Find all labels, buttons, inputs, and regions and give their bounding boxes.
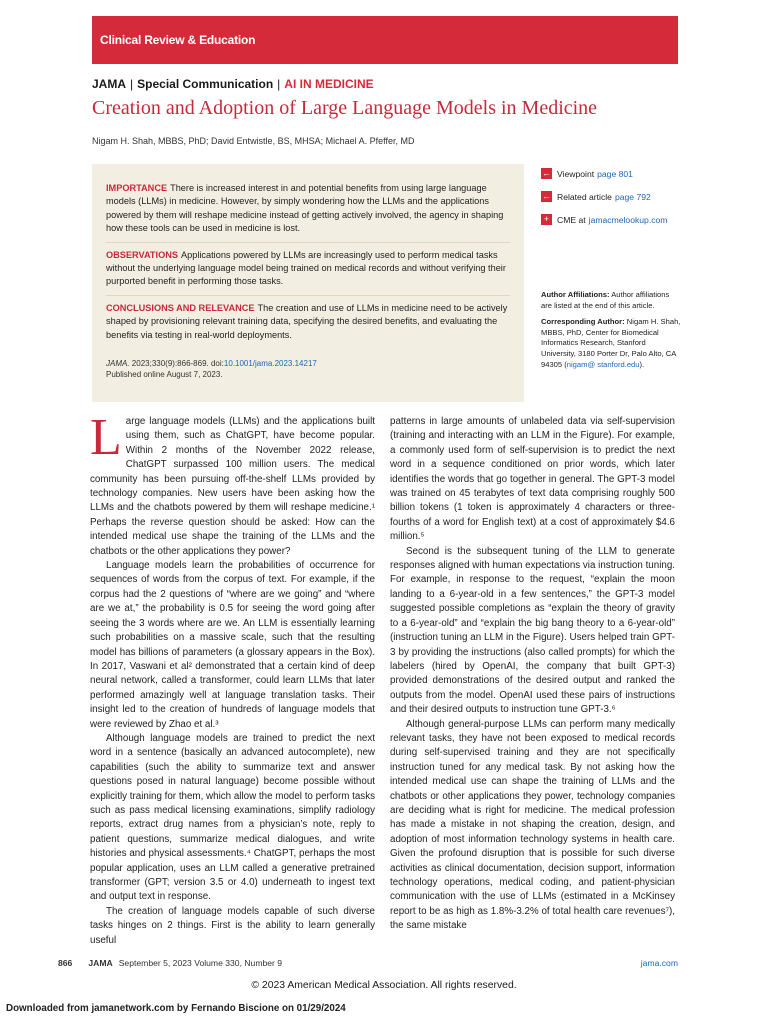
body-column-right bbox=[390, 415, 675, 934]
copyright-notice: © 2023 American Medical Association. All rights reserved. bbox=[251, 980, 517, 991]
corresponding-author: Corresponding Author: Nigam H. Shah, MBBS, PhD, Center for Biomedical Informatics Research, Stanford University, 3180 Porter Dr, Palo Alto, CA 94305 (nigam@ stanford.edu). bbox=[541, 317, 681, 369]
sidebar bbox=[541, 166, 681, 235]
body-paragraph: Second is the subsequent tuning of the LLM to generate responses aligned with human expectations via instruction tuning. For example, in response to the request, “explain the moon landing to a 6-year-old in a few sentences,” the GPT-3 model suggested possible completions as “explain the theory of gravity to a 6-year-old” and “explain the big bang theory to a 6-year-old” (instruction tuning an LLM in the Figure). Users helped train GPT-3 by providing the instructions (also called prompts) for which the labelers (hired by OpenAI, the company that built GPT-3) provided demonstrations of the desired output and ranked the outputs from the model. OpenAI used these pairs of instructions and their desired outputs to instruction tune GPT-3.⁶ bbox=[390, 545, 675, 716]
page-footer bbox=[58, 958, 678, 968]
viewpoint-link[interactable]: ← Viewpoint page 801 bbox=[542, 168, 633, 179]
abstract-conclusions: CONCLUSIONS AND RELEVANCE The creation and use of LLMs in medicine need to be actively shaped by provisioning relevant training data, specifying the desired benefits, and evaluating the benefits via testing in real-world deployments. bbox=[106, 302, 508, 340]
author-affiliations: Author Affiliations: Author affiliations are listed at the end of this article. Corresponding Author: Nigam H. Shah, MBBS, PhD, Center for Biomedical Informatics Research, Stanford University, 3180 Porter Dr, Palo Alto, CA 94305 (nigam@ stanford.edu). bbox=[541, 290, 681, 369]
doi-link[interactable]: 10.1001/jama.2023.14217 bbox=[223, 359, 317, 369]
page-number: 866 bbox=[58, 958, 73, 968]
body-paragraph: Although general-purpose LLMs can perform many medically relevant tasks, they have not been exposed to medical records during self-supervised training and they are not specifically instruction tuned for any medical task. By not asking how the intended medical use can shape the training of LLMs and the chatbots or other applications they power, technology companies are deciding what is right for medicine. The medical profession has made a mistake in not shaping the creation, design, and adoption of most information technology systems in health care. Given the profound disruption that is possible for such diverse activities as clinical documentation, decision support, information technology operations, medical coding, and patient-physician communication with the use of LLMs (estimated in a McKinsey report to be as high as 1.8%-3.2% of total health care revenues⁷), the same mistake bbox=[390, 718, 675, 932]
divider bbox=[106, 242, 510, 243]
body-paragraph: Language models learn the probabilities of occurrence for sequences of words from the corpus of text. For example, if the corpus had the 2 questions of “where are we going” and “where are we at,” the probability is 0.5 for seeing the word going after seeing the 3 words where are we. An LLM is essentially learning such probabilities on a massive scale, such that the resulting model has billions of parameters (a glossary appears in the Box). In 2017, Vaswani et al² demonstrated that a certain kind of deep neural network, called a transformer, could learn LLMs that later performed amazingly well at language translation tasks. Their insight led to the creation of hundreds of language models that were reviewed by Zhao et al.³ bbox=[90, 560, 375, 730]
download-notice: Downloaded from jamanetwork.com by Fernando Biscione on 01/29/2024 bbox=[6, 1003, 346, 1014]
related-article-link[interactable]: ← Related article page 792 bbox=[542, 191, 651, 202]
article-title: Creation and Adoption of Large Language Models in Medicine bbox=[92, 97, 598, 119]
plus-icon: + bbox=[541, 214, 552, 225]
citation: JAMA. 2023;330(9):866-869. doi:10.1001/jama.2023.14217 Published online August 7, 2023. bbox=[106, 359, 317, 380]
cme-link[interactable]: + CME at jamacmelookup.com bbox=[541, 212, 681, 227]
body-paragraph: patterns in large amounts of unlabeled data via self-supervision (training and interacting with an LLM in the Figure). For example, a commonly used form of self-supervision is to predict the next word in a sequence conditioned on prior words, which later identifies the words that go together in general. The GPT-3 model was trained on 45 terabytes of text data comprising roughly 500 billion tokens (1 token is approximately 4 characters or three-fourths of a word for English text) at a cost of approximately $4.6 million.⁵ bbox=[390, 416, 675, 543]
body-paragraph: The creation of language models capable of such diverse tasks hinges on 2 things. First is the ability to learn generally useful bbox=[90, 905, 375, 946]
journal-name: JAMA bbox=[92, 77, 127, 91]
section-label: Clinical Review & Education bbox=[100, 33, 256, 47]
footer-journal: JAMA bbox=[88, 958, 113, 968]
body-paragraph: Large language models (LLMs) and the applications built using them, such as ChatGPT, have become popular. Within 2 months of the November 2022 release, ChatGPT surpassed 100 million users. The medical community has been pursuing off-the-shelf LLMs provided by technology companies. New users have been asking how the LLMs and the chatbots powered by them will reshape medicine.¹ Perhaps the reverse question should be asked: How can the intended medical use shape the training of the LLMs and the chatbots or the other applications they power? bbox=[90, 409, 375, 557]
body-column-left bbox=[90, 409, 375, 948]
issue-info: September 5, 2023 Volume 330, Number 9 bbox=[118, 958, 283, 968]
arrow-left-icon: ← bbox=[542, 191, 551, 201]
topic-label: AI IN MEDICINE bbox=[284, 77, 374, 91]
series-line: JAMA | Special Communication | AI IN MEDICINE bbox=[92, 77, 374, 91]
abstract-importance: IMPORTANCE There is increased interest in and potential benefits from using large language models (LLMs) in medicine. However, by simply wondering how the LLMs and the applications powered by them will reshape medicine instead of getting actively involved, the agency in shaping how these tools can be used in medicine is lost. bbox=[106, 183, 504, 234]
abstract-box bbox=[92, 164, 524, 402]
author-list: Nigam H. Shah, MBBS, PhD; David Entwistle, BS, MHSA; Michael A. Pfeffer, MD bbox=[92, 136, 415, 146]
journal-site-link[interactable]: jama.com bbox=[640, 958, 678, 968]
body-paragraph: Although language models are trained to predict the next word in a sentence (basically an advanced autocomplete), new capabilities (such the ability to summarize text and answer questions posed in natural language) become possible without explicitly training for them, which allow the model to perform tasks such as pass medical licensing examinations, simplify radiology reports, extract drug names from a physician’s note, reply to patient questions, summarize medical dialogues, and write histories and physical assessments.⁴ ChatGPT, perhaps the most popular application, uses an LLM called a generative pretrained transformer (GPT; version 3.5 or 4.0) underneath to ingest text and output text in response. bbox=[90, 732, 375, 903]
article-type: Special Communication bbox=[137, 77, 274, 91]
arrow-left-icon: ← bbox=[542, 168, 551, 178]
abstract-observations: OBSERVATIONS Applications powered by LLMs are increasingly used to perform medical tasks without the underlying language model being trained on medical records and without verifying their purported benefit in performing those tasks. bbox=[106, 249, 506, 287]
email-link[interactable]: nigam@ stanford.edu bbox=[566, 359, 640, 369]
drop-cap: L bbox=[90, 409, 122, 466]
divider bbox=[106, 295, 510, 296]
